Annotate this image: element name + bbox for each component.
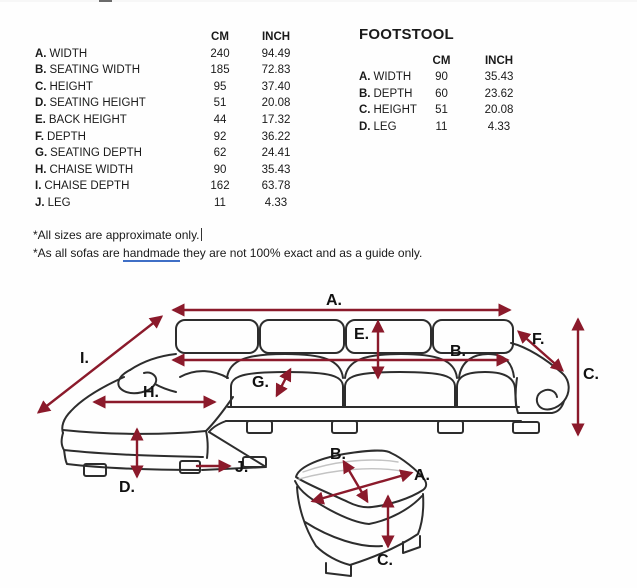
dim-arrow-footstool-C-height xyxy=(377,497,393,569)
seat-cushion xyxy=(457,372,516,407)
dim-arrow-G-seating-depth xyxy=(252,370,290,395)
dim-label-G: G. xyxy=(252,374,269,391)
back-pillow xyxy=(176,320,258,353)
header-cm: CM xyxy=(432,55,451,67)
dim-label-C: C. xyxy=(583,366,599,383)
dim-arrow-F-depth xyxy=(519,331,562,370)
table-row: A. WIDTH 90 35.43 xyxy=(359,71,514,84)
table-row: B. SEATING WIDTH 185 72.83 xyxy=(35,64,291,77)
table-row: G. SEATING DEPTH 62 24.41 xyxy=(35,147,291,160)
dim-label-F: F. xyxy=(532,331,545,348)
sofa-platform-side xyxy=(202,432,266,470)
back-pillow xyxy=(260,320,344,353)
chaise-arm-top xyxy=(130,354,176,370)
text-cursor xyxy=(201,228,202,241)
dim-arrow-D-seating-height xyxy=(119,430,137,496)
sofa-leg xyxy=(513,422,539,433)
dim-arrow-J-leg xyxy=(197,459,248,476)
note-line-1: *All sizes are approximate only. xyxy=(33,228,200,242)
chaise-back-cushion xyxy=(180,371,228,378)
footstool-top-face xyxy=(296,450,426,507)
chaise-front-edge xyxy=(63,430,206,434)
table-row: D. LEG 11 4.33 xyxy=(359,120,511,133)
table-header xyxy=(359,53,534,69)
header-inch: INCH xyxy=(484,55,514,67)
table-header xyxy=(35,29,312,46)
table-row: I. CHAISE DEPTH 162 63.78 xyxy=(35,180,291,193)
dimension-arrows xyxy=(39,292,599,569)
dim-arrow-E-back-height xyxy=(354,322,378,377)
disclaimer-notes xyxy=(33,227,422,262)
table-row: J. LEG 11 4.33 xyxy=(35,196,288,209)
dim-arrow-A-width xyxy=(174,292,509,310)
note-line-2: *As all sofas are handmade they are not 100% exact and as a guide only. xyxy=(33,245,423,260)
sofa-leg xyxy=(438,421,463,433)
dim-label-E: E. xyxy=(354,326,370,343)
back-pillow xyxy=(433,320,513,353)
table-row: D. SEATING HEIGHT 51 20.08 xyxy=(35,97,291,110)
top-edge-band xyxy=(0,0,637,2)
table-row: C. HEIGHT 95 37.40 xyxy=(35,80,291,93)
table-row: C. HEIGHT 51 20.08 xyxy=(359,104,514,117)
header-cm: CM xyxy=(211,31,229,43)
table-row: A. WIDTH 240 94.49 xyxy=(35,47,291,60)
sofa-leg xyxy=(332,421,357,433)
footstool-base-seam xyxy=(305,522,382,546)
footstool-drawing xyxy=(295,450,426,576)
footstool-dimensions-table xyxy=(359,26,534,135)
table-row: E. BACK HEIGHT 44 17.32 xyxy=(35,113,291,126)
dim-arrow-C-height xyxy=(578,320,599,434)
cropped-ui-artifact xyxy=(99,0,112,2)
header-inch: INCH xyxy=(261,31,291,43)
dim-label-J: J. xyxy=(235,459,249,476)
dim-label-footstool-C: C. xyxy=(377,552,393,569)
sofa-leg xyxy=(247,421,272,433)
dim-label-B: B. xyxy=(450,343,466,360)
sofa-dimensions-table xyxy=(35,29,312,212)
dim-label-I: I. xyxy=(80,350,89,367)
table-row: F. DEPTH 92 36.22 xyxy=(35,130,291,143)
dim-label-D: D. xyxy=(119,479,135,496)
table-row: B. DEPTH 60 23.62 xyxy=(359,87,514,100)
underlined-word: handmade xyxy=(123,245,180,260)
dim-label-A: A. xyxy=(326,292,342,309)
footstool-title: FOOTSTOOL xyxy=(359,26,454,43)
sofa-diagram xyxy=(0,280,637,588)
dim-arrow-H-chaise-width xyxy=(95,384,214,402)
seat-cushion xyxy=(345,372,455,407)
table-row: H. CHAISE WIDTH 90 35.43 xyxy=(35,163,291,176)
dim-label-footstool-A: A. xyxy=(414,467,430,484)
dim-label-H: H. xyxy=(143,384,159,401)
dim-label-footstool-B: B. xyxy=(330,446,346,463)
